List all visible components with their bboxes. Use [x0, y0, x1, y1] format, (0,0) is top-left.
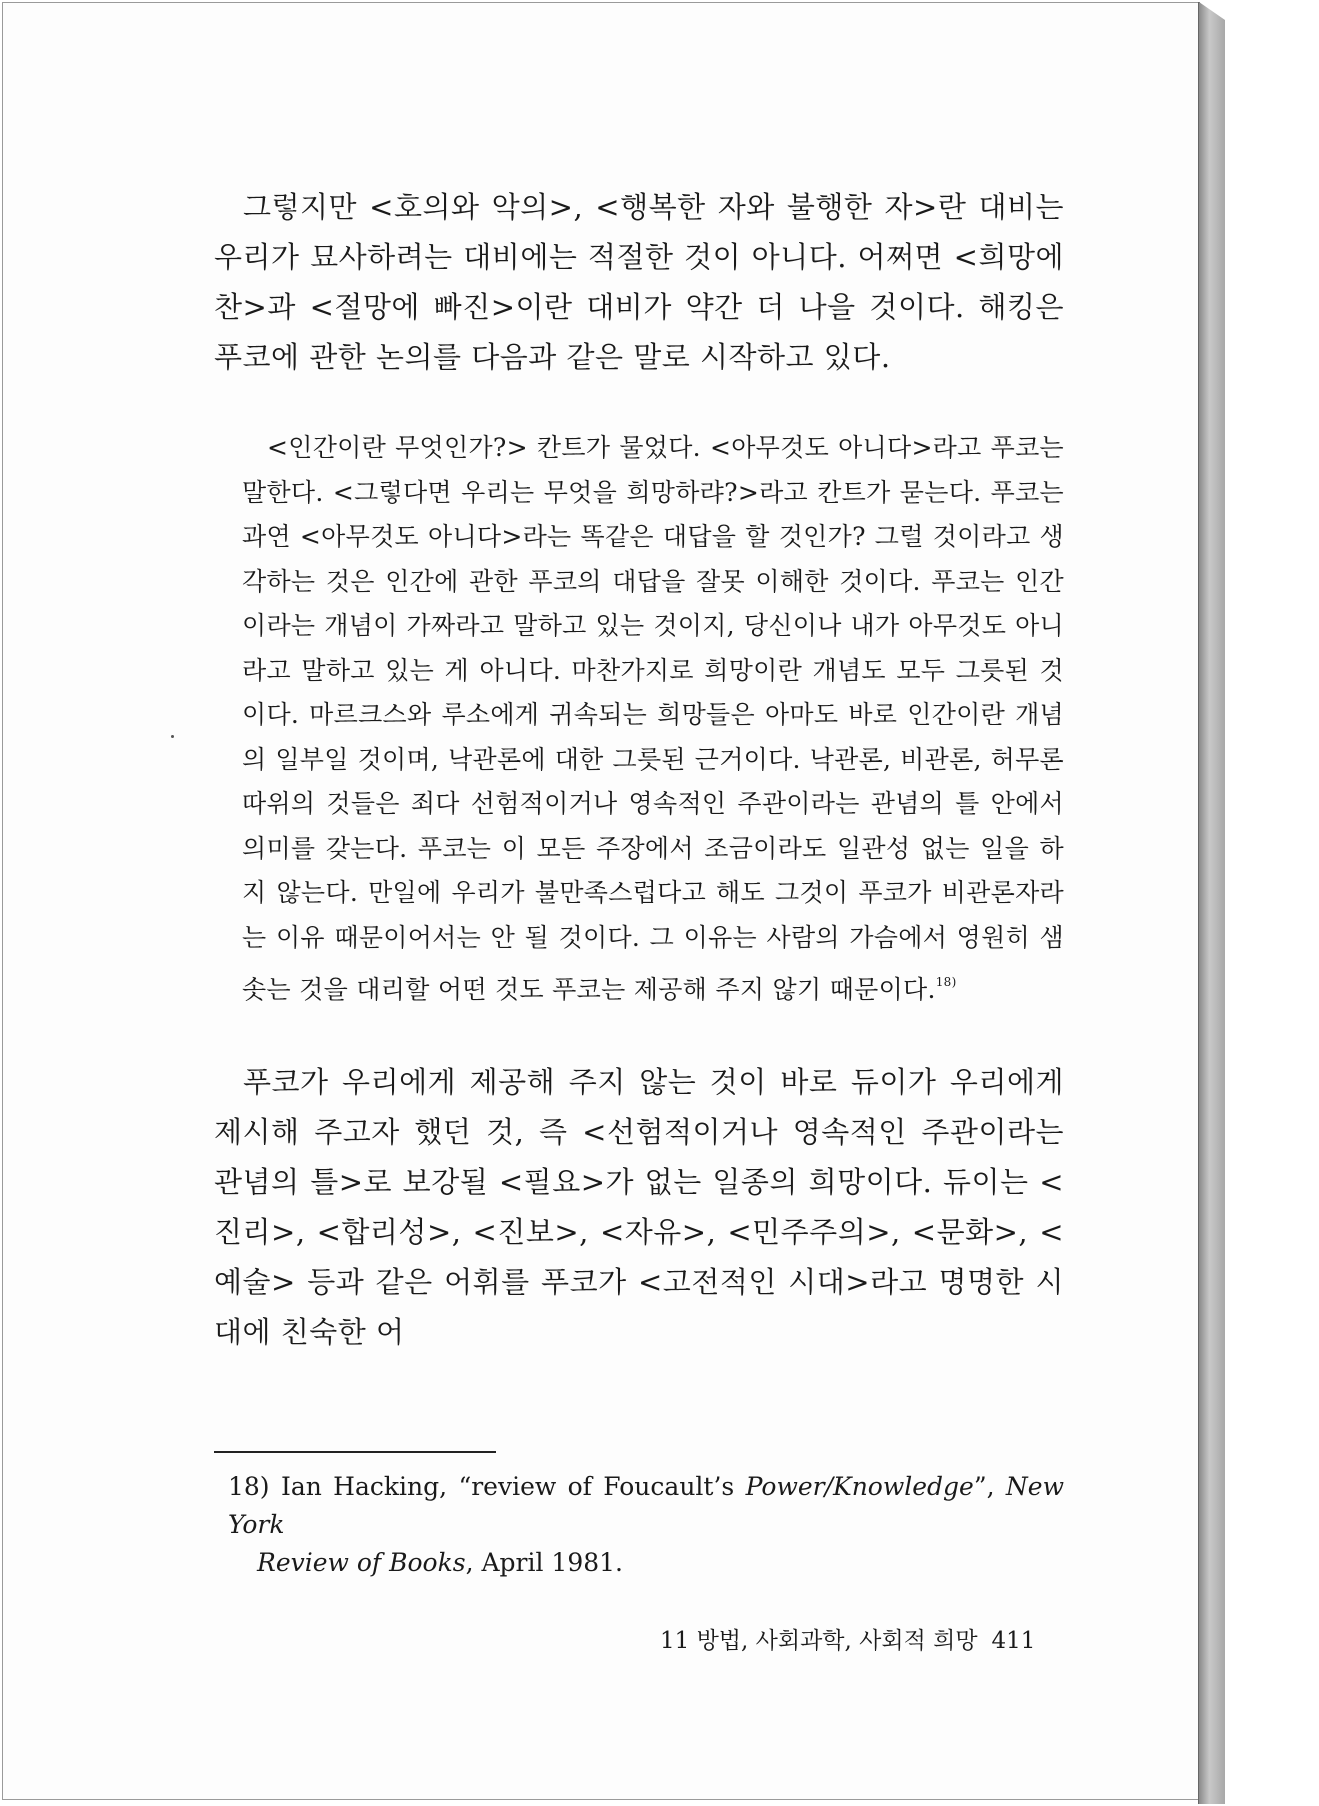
block-quote [242, 426, 1064, 1013]
page-footer [660, 1622, 1035, 1655]
footnote-number: 18) [228, 1472, 270, 1501]
page-fold-shadow [1199, 2, 1225, 1804]
main-text [214, 182, 1064, 1357]
footnote-author: Ian Hacking, [280, 1472, 448, 1501]
running-head: 11 방법, 사회과학, 사회적 희망 [660, 1628, 978, 1654]
footnote-divider [214, 1451, 496, 1453]
paragraph-1: 그렇지만 <호의와 악의>, <행복한 자와 불행한 자>란 대비는 우리가 묘사하려는 대비에는 적절한 것이 아니다. 어쩌면 <희망에 찬>과 <절망에 빠진>이란 대비가 약간 더 나을 것이다. 해킹은 푸코에 관한 논의를 다음과 같은 말로 시작하고 있다. [214, 190, 1064, 374]
footnote-article-close: ”, [973, 1472, 1006, 1501]
footnote [228, 1468, 1064, 1582]
page-number: 411 [991, 1628, 1036, 1654]
footnote-article-open: “review of Foucault’s [458, 1472, 746, 1501]
footnote-article-title: Power/Knowledge [745, 1472, 974, 1501]
footnote-journal-1: New York [228, 1472, 1064, 1539]
scan-speck [171, 735, 174, 738]
footnote-date: , April 1981. [465, 1548, 624, 1577]
footnote-reference[interactable]: 18) [935, 975, 957, 989]
footnote-journal-2: Review of Books [257, 1548, 466, 1577]
paragraph-2: 푸코가 우리에게 제공해 주지 않는 것이 바로 듀이가 우리에게 제시해 주고자 했던 것, 즉 <선험적이거나 영속적인 주관이라는 관념의 틀>로 보강될 <필요>가 없는 일종의 희망이다. 듀이는 <진리>, <합리성>, <진보>, <자유>, <민주주의>, <문화>, <예술> 등과 같은 어휘를 푸코가 <고전적인 시대>라고 명명한 시대에 친숙한 어 [214, 1064, 1064, 1349]
footnote-line-2 [228, 1544, 1064, 1582]
block-quote-text: <인간이란 무엇인가?> 칸트가 물었다. <아무것도 아니다>라고 푸코는 말한다. <그렇다면 우리는 무엇을 희망하랴?>라고 칸트가 묻는다. 푸코는 과연 <아무것도 아니다>라는 똑같은 대답을 할 것인가? 그럴 것이라고 생각하는 것은 인간에 관한 푸코의 대답을 잘못 이해한 것이다. 푸코는 인간이라는 개념이 가짜라고 말하고 있는 것이지, 당신이나 내가 아무것도 아니라고 말하고 있는 게 아니다. 마찬가지로 희망이란 개념도 모두 그릇된 것이다. 마르크스와 루소에게 귀속되는 희망들은 아마도 바로 인간이란 개념의 일부일 것이며, 낙관론에 대한 그릇된 근거이다. 낙관론, 비관론, 허무론 따위의 것들은 죄다 선험적이거나 영속적인 주관이라는 관념의 틀 안에서 의미를 갖는다. 푸코는 이 모든 주장에서 조금이라도 일관성 없는 일을 하지 않는다. 만일에 우리가 불만족스럽다고 해도 그것이 푸코가 비관론자라는 이유 때문이어서는 안 될 것이다. 그 이유는 사람의 가슴에서 영원히 샘솟는 것을 대리할 어떤 것도 푸코는 제공해 주지 않기 때문이다. [242, 433, 1064, 1004]
